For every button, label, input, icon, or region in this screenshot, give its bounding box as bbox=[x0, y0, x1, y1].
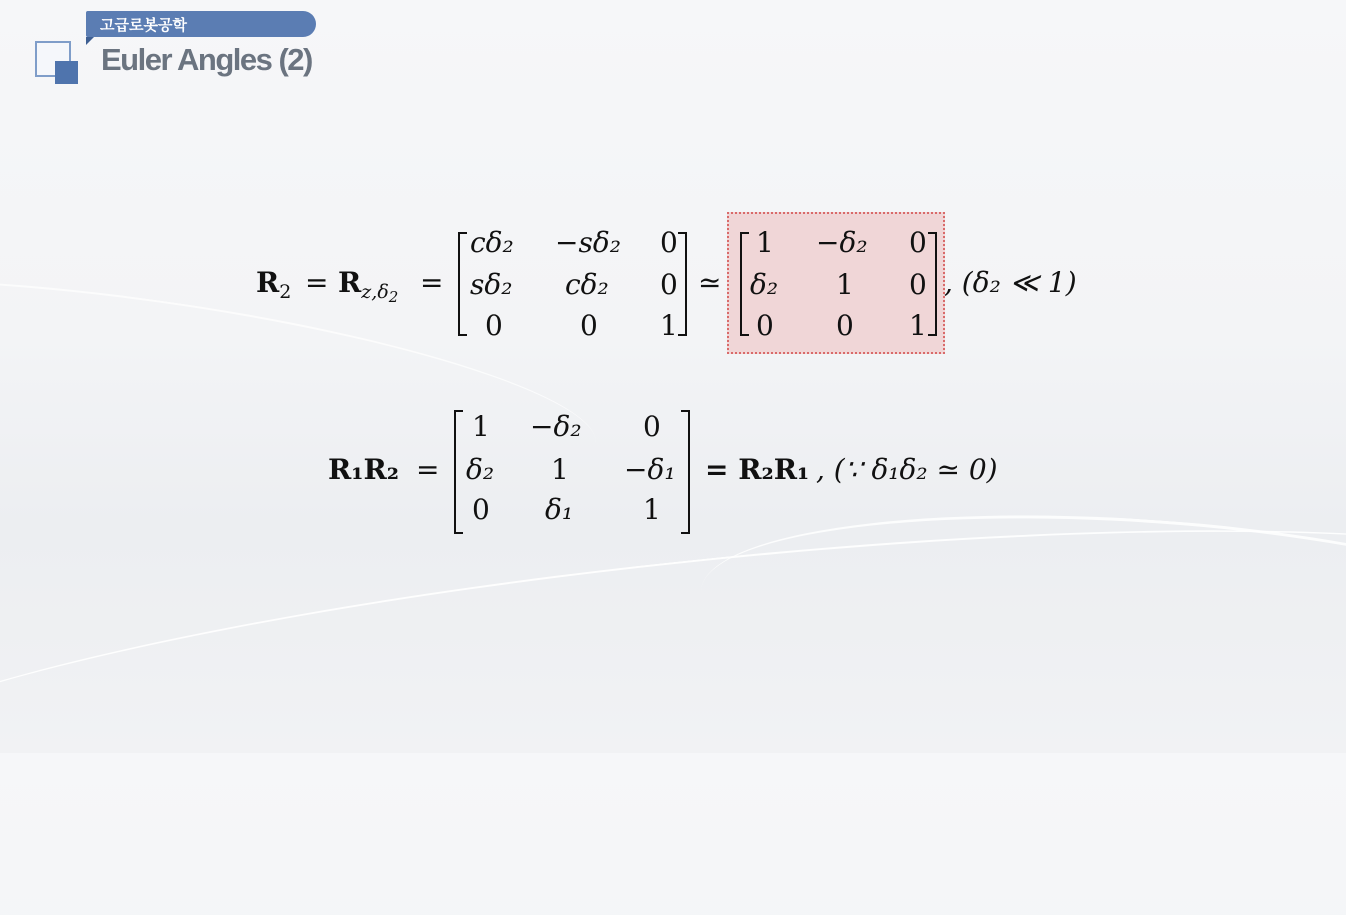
matrix-cell: 1 bbox=[551, 453, 569, 486]
eq2-rhs: = R₂R₁ bbox=[705, 453, 810, 486]
matrix-cell: −δ₁ bbox=[624, 453, 676, 486]
bracket-right bbox=[678, 232, 687, 336]
matrix-cell: 1 bbox=[756, 226, 774, 259]
matrix-cell: 0 bbox=[756, 309, 774, 342]
bracket-left bbox=[458, 232, 467, 336]
matrix-cell: 1 bbox=[472, 410, 490, 443]
matrix-cell: sδ₂ bbox=[470, 268, 513, 301]
matrix-cell: 0 bbox=[580, 309, 598, 342]
matrix-cell: 1 bbox=[909, 309, 927, 342]
eq1-condition: , (δ₂ ≪ 1) bbox=[944, 266, 1077, 299]
matrix-cell: cδ₂ bbox=[470, 226, 514, 259]
matrix-cell: δ₂ bbox=[466, 453, 495, 486]
eq1-lhs: $R_2$ bbox=[256, 266, 292, 303]
bracket-left bbox=[740, 232, 749, 336]
eq1-rotation-z: $R_{z,\delta_2}$ bbox=[338, 266, 399, 306]
matrix-cell: 0 bbox=[909, 268, 927, 301]
approx-sign: ≃ bbox=[698, 266, 722, 299]
matrix-cell: δ₁ bbox=[545, 493, 574, 526]
matrix-cell: −δ₂ bbox=[530, 410, 582, 443]
bracket-left bbox=[454, 410, 463, 534]
matrix-cell: 1 bbox=[836, 268, 854, 301]
matrix-cell: 0 bbox=[836, 309, 854, 342]
matrix-cell: 0 bbox=[660, 226, 678, 259]
matrix-cell: cδ₂ bbox=[565, 268, 609, 301]
tag-notch bbox=[86, 37, 94, 45]
matrix-cell: δ₂ bbox=[750, 268, 779, 301]
matrix-cell: 1 bbox=[660, 309, 678, 342]
matrix-cell: 0 bbox=[909, 226, 927, 259]
bracket-right bbox=[681, 410, 690, 534]
matrix-cell: 0 bbox=[472, 493, 490, 526]
matrix-cell: −δ₂ bbox=[816, 226, 868, 259]
matrix-cell: 0 bbox=[643, 410, 661, 443]
background-swoosh bbox=[0, 238, 607, 524]
eq1-equals-2: = bbox=[420, 266, 444, 299]
matrix-cell: −sδ₂ bbox=[555, 226, 621, 259]
bracket-right bbox=[928, 232, 937, 336]
title-logo-icon-fill bbox=[55, 61, 78, 84]
category-tag bbox=[86, 11, 316, 37]
eq2-lhs: R₁R₂ bbox=[328, 453, 400, 486]
page-title: Euler Angles (2) bbox=[101, 42, 312, 77]
eq2-equals: = bbox=[416, 453, 440, 486]
matrix-cell: 0 bbox=[485, 309, 503, 342]
matrix-cell: 0 bbox=[660, 268, 678, 301]
eq1-equals-1: = bbox=[305, 266, 329, 299]
matrix-cell: 1 bbox=[643, 493, 661, 526]
category-label: 고급로봇공학 bbox=[100, 16, 187, 34]
eq2-condition: , (∵ δ₁δ₂ ≃ 0) bbox=[816, 453, 998, 486]
